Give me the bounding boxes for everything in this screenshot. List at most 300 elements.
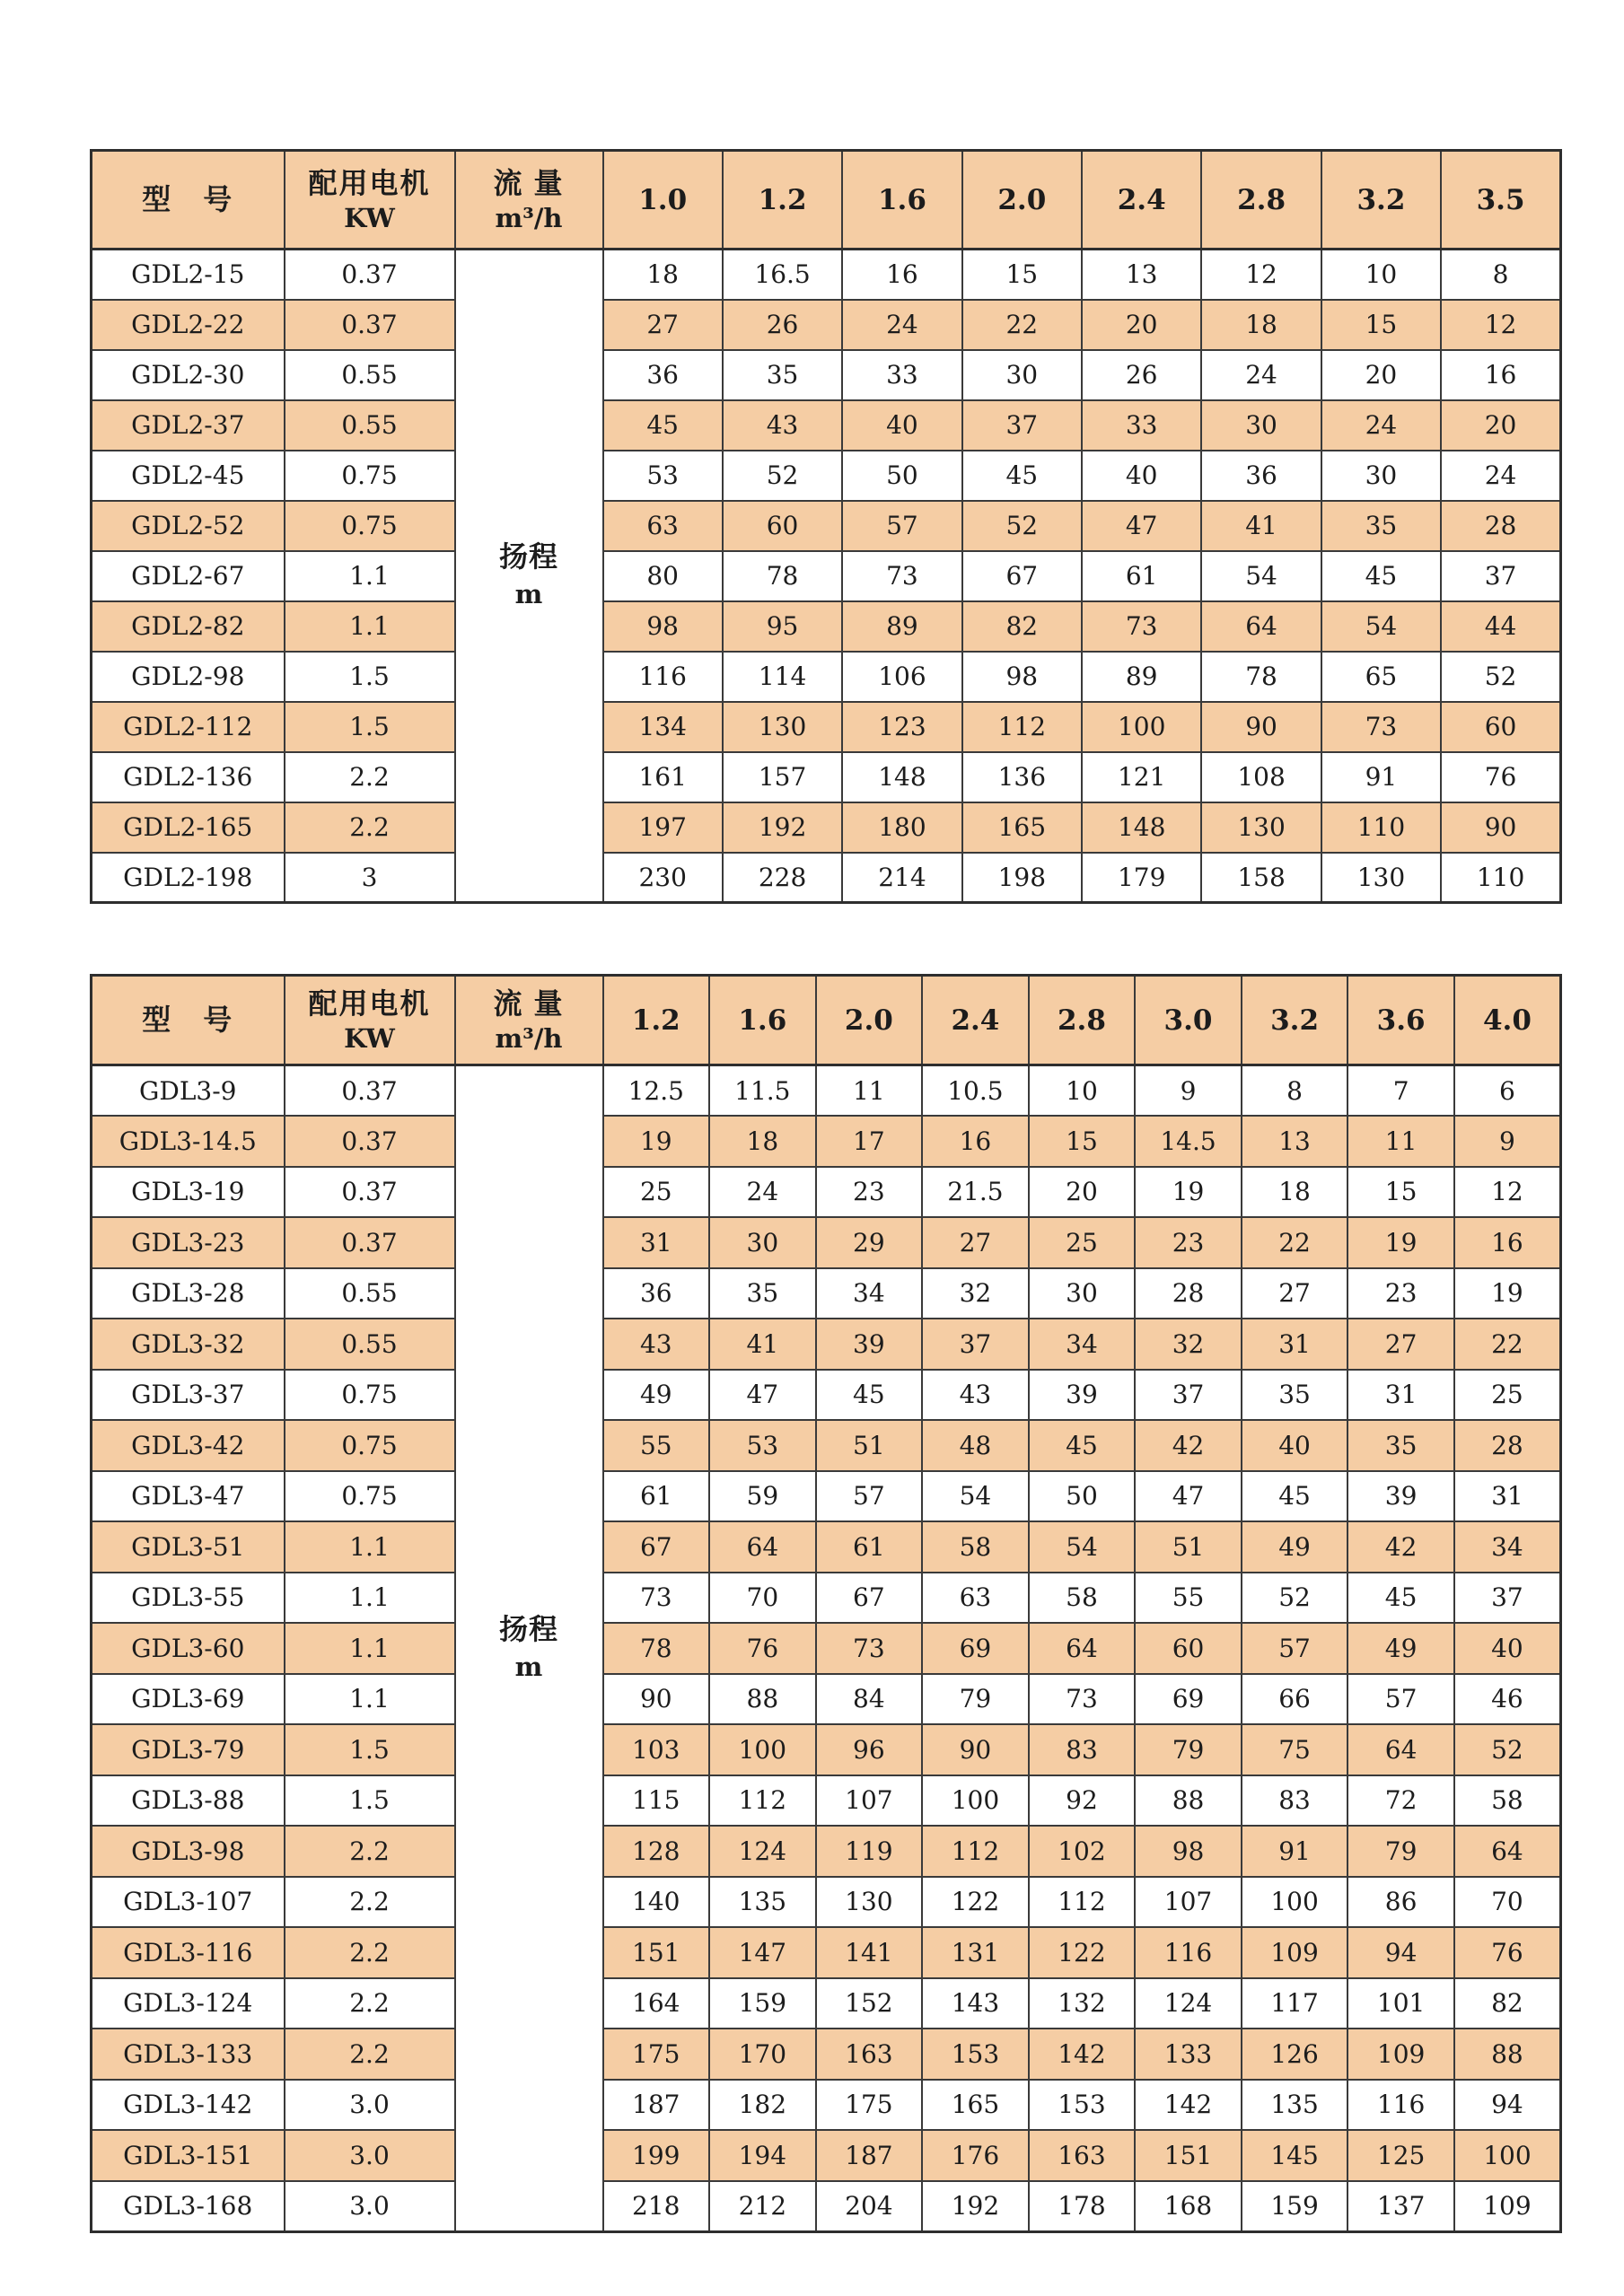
head-value-cell: 88 bbox=[1454, 2029, 1561, 2080]
motor-power-cell: 0.75 bbox=[285, 1471, 455, 1522]
head-value-cell: 116 bbox=[1347, 2080, 1454, 2131]
motor-power-cell: 1.5 bbox=[285, 652, 455, 702]
head-value-cell: 148 bbox=[1082, 802, 1201, 853]
motor-power-cell: 1.5 bbox=[285, 1724, 455, 1775]
head-value-cell: 198 bbox=[962, 853, 1082, 903]
head-value-cell: 31 bbox=[1454, 1471, 1561, 1522]
model-cell: GDL2-15 bbox=[92, 250, 285, 300]
motor-power-cell: 2.2 bbox=[285, 752, 455, 802]
head-value-cell: 65 bbox=[1321, 652, 1441, 702]
head-value-cell: 25 bbox=[1029, 1217, 1136, 1268]
head-value-cell: 52 bbox=[1441, 652, 1560, 702]
head-value-cell: 39 bbox=[1029, 1370, 1136, 1421]
head-value-cell: 45 bbox=[603, 400, 723, 451]
table-row bbox=[92, 451, 1561, 501]
head-value-cell: 22 bbox=[1242, 1217, 1348, 1268]
head-value-cell: 73 bbox=[603, 1573, 710, 1624]
head-value-cell: 100 bbox=[922, 1775, 1029, 1827]
head-value-cell: 30 bbox=[962, 350, 1082, 400]
head-value-cell: 13 bbox=[1082, 250, 1201, 300]
head-value-cell: 112 bbox=[709, 1775, 816, 1827]
model-cell: GDL2-112 bbox=[92, 702, 285, 752]
head-value-cell: 130 bbox=[816, 1877, 923, 1928]
motor-power-cell: 0.75 bbox=[285, 451, 455, 501]
head-value-cell: 83 bbox=[1242, 1775, 1348, 1827]
flow-value-header-3.5: 3.5 bbox=[1441, 151, 1560, 250]
head-value-cell: 58 bbox=[1029, 1573, 1136, 1624]
head-value-cell: 61 bbox=[816, 1521, 923, 1573]
head-value-cell: 11 bbox=[816, 1065, 923, 1117]
table-body bbox=[92, 1065, 1561, 2232]
head-value-cell: 46 bbox=[1454, 1674, 1561, 1725]
table-row bbox=[92, 2080, 1561, 2131]
head-value-cell: 17 bbox=[816, 1116, 923, 1167]
head-value-cell: 53 bbox=[603, 451, 723, 501]
head-value-cell: 37 bbox=[922, 1319, 1029, 1370]
motor-header-line1: 配用电机 bbox=[308, 166, 431, 199]
table-row bbox=[92, 1065, 1561, 1117]
head-value-cell: 50 bbox=[842, 451, 961, 501]
table-row bbox=[92, 1724, 1561, 1775]
head-value-cell: 40 bbox=[1454, 1623, 1561, 1674]
table-row bbox=[92, 601, 1561, 652]
head-value-cell: 8 bbox=[1441, 250, 1560, 300]
head-value-cell: 94 bbox=[1347, 1927, 1454, 1978]
model-cell: GDL2-22 bbox=[92, 300, 285, 350]
head-value-cell: 101 bbox=[1347, 1978, 1454, 2029]
head-value-cell: 47 bbox=[709, 1370, 816, 1421]
head-value-cell: 165 bbox=[922, 2080, 1029, 2131]
motor-column-header bbox=[285, 151, 455, 250]
flow-value-header-3.0: 3.0 bbox=[1135, 976, 1242, 1065]
head-value-cell: 49 bbox=[603, 1370, 710, 1421]
motor-power-cell: 2.2 bbox=[285, 1877, 455, 1928]
model-cell: GDL3-9 bbox=[92, 1065, 285, 1117]
head-value-cell: 30 bbox=[1201, 400, 1321, 451]
table-row bbox=[92, 1319, 1561, 1370]
head-value-cell: 24 bbox=[1201, 350, 1321, 400]
head-value-cell: 109 bbox=[1347, 2029, 1454, 2080]
head-value-cell: 45 bbox=[1242, 1471, 1348, 1522]
head-value-cell: 39 bbox=[1347, 1471, 1454, 1522]
motor-power-cell: 0.37 bbox=[285, 1116, 455, 1167]
head-value-cell: 23 bbox=[816, 1167, 923, 1218]
model-column-header bbox=[92, 151, 285, 250]
motor-power-cell: 2.2 bbox=[285, 1978, 455, 2029]
head-value-cell: 125 bbox=[1347, 2130, 1454, 2181]
head-value-cell: 114 bbox=[723, 652, 842, 702]
head-value-cell: 131 bbox=[922, 1927, 1029, 1978]
table-row bbox=[92, 1573, 1561, 1624]
head-value-cell: 119 bbox=[816, 1826, 923, 1877]
head-value-cell: 218 bbox=[603, 2181, 710, 2232]
table-row bbox=[92, 501, 1561, 551]
head-value-cell: 117 bbox=[1242, 1978, 1348, 2029]
head-value-cell: 90 bbox=[1201, 702, 1321, 752]
head-value-cell: 180 bbox=[842, 802, 961, 853]
head-value-cell: 28 bbox=[1454, 1420, 1561, 1471]
head-value-cell: 197 bbox=[603, 802, 723, 853]
model-cell: GDL2-37 bbox=[92, 400, 285, 451]
motor-power-cell: 2.2 bbox=[285, 1826, 455, 1877]
head-value-cell: 64 bbox=[709, 1521, 816, 1573]
head-value-cell: 7 bbox=[1347, 1065, 1454, 1117]
head-value-cell: 78 bbox=[723, 551, 842, 601]
motor-power-cell: 0.55 bbox=[285, 350, 455, 400]
head-value-cell: 230 bbox=[603, 853, 723, 903]
model-cell: GDL3-98 bbox=[92, 1826, 285, 1877]
motor-header-line2: KW bbox=[344, 203, 395, 234]
head-value-cell: 67 bbox=[962, 551, 1082, 601]
head-value-cell: 90 bbox=[922, 1724, 1029, 1775]
table-header bbox=[92, 976, 1561, 1065]
pump-spec-table-gdl3 bbox=[90, 974, 1562, 2233]
model-cell: GDL3-116 bbox=[92, 1927, 285, 1978]
head-label: 扬程 bbox=[498, 540, 558, 574]
head-value-cell: 121 bbox=[1082, 752, 1201, 802]
model-cell: GDL3-51 bbox=[92, 1521, 285, 1573]
head-value-cell: 122 bbox=[922, 1877, 1029, 1928]
head-value-cell: 82 bbox=[962, 601, 1082, 652]
head-value-cell: 96 bbox=[816, 1724, 923, 1775]
head-value-cell: 102 bbox=[1029, 1826, 1136, 1877]
head-value-cell: 67 bbox=[603, 1521, 710, 1573]
head-value-cell: 20 bbox=[1441, 400, 1560, 451]
head-value-cell: 61 bbox=[1082, 551, 1201, 601]
head-value-cell: 33 bbox=[842, 350, 961, 400]
head-value-cell: 140 bbox=[603, 1877, 710, 1928]
model-cell: GDL3-37 bbox=[92, 1370, 285, 1421]
head-value-cell: 79 bbox=[1347, 1826, 1454, 1877]
table-row bbox=[92, 1877, 1561, 1928]
table-row bbox=[92, 702, 1561, 752]
head-value-cell: 63 bbox=[603, 501, 723, 551]
head-value-cell: 158 bbox=[1201, 853, 1321, 903]
table-row bbox=[92, 1927, 1561, 1978]
head-value-cell: 48 bbox=[922, 1420, 1029, 1471]
head-value-cell: 123 bbox=[842, 702, 961, 752]
head-value-cell: 175 bbox=[603, 2029, 710, 2080]
head-value-cell: 10 bbox=[1029, 1065, 1136, 1117]
model-cell: GDL3-133 bbox=[92, 2029, 285, 2080]
head-value-cell: 70 bbox=[709, 1573, 816, 1624]
table-row bbox=[92, 1775, 1561, 1827]
head-value-cell: 52 bbox=[1242, 1573, 1348, 1624]
head-value-cell: 76 bbox=[709, 1623, 816, 1674]
model-cell: GDL3-60 bbox=[92, 1623, 285, 1674]
head-value-cell: 27 bbox=[603, 300, 723, 350]
head-value-cell: 109 bbox=[1454, 2181, 1561, 2232]
head-value-cell: 26 bbox=[723, 300, 842, 350]
head-value-cell: 12 bbox=[1454, 1167, 1561, 1218]
flow-header-line2: m³/h bbox=[495, 1023, 563, 1055]
table-header bbox=[92, 151, 1561, 250]
head-value-cell: 122 bbox=[1029, 1927, 1136, 1978]
head-value-cell: 51 bbox=[1135, 1521, 1242, 1573]
head-value-cell: 41 bbox=[709, 1319, 816, 1370]
header-row bbox=[92, 976, 1561, 1065]
head-value-cell: 49 bbox=[1242, 1521, 1348, 1573]
head-value-cell: 179 bbox=[1082, 853, 1201, 903]
table-row bbox=[92, 250, 1561, 300]
head-value-cell: 44 bbox=[1441, 601, 1560, 652]
head-value-cell: 34 bbox=[816, 1268, 923, 1319]
head-value-cell: 16.5 bbox=[723, 250, 842, 300]
head-value-cell: 95 bbox=[723, 601, 842, 652]
table-row bbox=[92, 1521, 1561, 1573]
head-value-cell: 61 bbox=[603, 1471, 710, 1522]
head-value-cell: 91 bbox=[1321, 752, 1441, 802]
head-value-cell: 12 bbox=[1441, 300, 1560, 350]
head-value-cell: 165 bbox=[962, 802, 1082, 853]
head-unit: m bbox=[514, 579, 543, 609]
head-value-cell: 64 bbox=[1347, 1724, 1454, 1775]
table-row bbox=[92, 350, 1561, 400]
model-cell: GDL3-142 bbox=[92, 2080, 285, 2131]
head-value-cell: 115 bbox=[603, 1775, 710, 1827]
model-cell: GDL3-28 bbox=[92, 1268, 285, 1319]
head-value-cell: 43 bbox=[723, 400, 842, 451]
head-value-cell: 11.5 bbox=[709, 1065, 816, 1117]
head-value-cell: 86 bbox=[1347, 1877, 1454, 1928]
head-value-cell: 57 bbox=[816, 1471, 923, 1522]
head-value-cell: 92 bbox=[1029, 1775, 1136, 1827]
head-value-cell: 109 bbox=[1242, 1927, 1348, 1978]
head-value-cell: 43 bbox=[922, 1370, 1029, 1421]
flow-value-header-2.8: 2.8 bbox=[1029, 976, 1136, 1065]
head-value-cell: 137 bbox=[1347, 2181, 1454, 2232]
head-value-cell: 34 bbox=[1029, 1319, 1136, 1370]
head-value-cell: 55 bbox=[1135, 1573, 1242, 1624]
head-value-cell: 58 bbox=[922, 1521, 1029, 1573]
head-value-cell: 151 bbox=[603, 1927, 710, 1978]
head-value-cell: 59 bbox=[709, 1471, 816, 1522]
head-value-cell: 24 bbox=[709, 1167, 816, 1218]
model-cell: GDL3-79 bbox=[92, 1724, 285, 1775]
flow-value-header-1.6: 1.6 bbox=[842, 151, 961, 250]
head-value-cell: 103 bbox=[603, 1724, 710, 1775]
motor-power-cell: 1.1 bbox=[285, 1674, 455, 1725]
table-row bbox=[92, 853, 1561, 903]
head-value-cell: 36 bbox=[603, 350, 723, 400]
head-value-cell: 67 bbox=[816, 1573, 923, 1624]
model-cell: GDL3-42 bbox=[92, 1420, 285, 1471]
head-value-cell: 20 bbox=[1029, 1167, 1136, 1218]
head-value-cell: 192 bbox=[922, 2181, 1029, 2232]
flow-header-line1: 流 量 bbox=[493, 166, 565, 199]
head-value-cell: 40 bbox=[1082, 451, 1201, 501]
head-value-cell: 57 bbox=[1242, 1623, 1348, 1674]
head-merged-cell bbox=[455, 1065, 603, 2232]
head-value-cell: 98 bbox=[1135, 1826, 1242, 1877]
flow-column-header bbox=[455, 151, 603, 250]
table-row bbox=[92, 1420, 1561, 1471]
flow-value-header-3.6: 3.6 bbox=[1347, 976, 1454, 1065]
head-value-cell: 57 bbox=[842, 501, 961, 551]
flow-value-header-1.2: 1.2 bbox=[723, 151, 842, 250]
model-cell: GDL2-52 bbox=[92, 501, 285, 551]
motor-power-cell: 1.1 bbox=[285, 1573, 455, 1624]
model-cell: GDL3-19 bbox=[92, 1167, 285, 1218]
table-row bbox=[92, 2029, 1561, 2080]
head-value-cell: 40 bbox=[842, 400, 961, 451]
head-value-cell: 15 bbox=[962, 250, 1082, 300]
flow-value-header-2.4: 2.4 bbox=[1082, 151, 1201, 250]
motor-power-cell: 3.0 bbox=[285, 2080, 455, 2131]
head-value-cell: 35 bbox=[709, 1268, 816, 1319]
motor-power-cell: 0.75 bbox=[285, 1370, 455, 1421]
head-value-cell: 73 bbox=[1321, 702, 1441, 752]
head-value-cell: 100 bbox=[709, 1724, 816, 1775]
head-value-cell: 39 bbox=[816, 1319, 923, 1370]
head-value-cell: 45 bbox=[816, 1370, 923, 1421]
head-value-cell: 89 bbox=[1082, 652, 1201, 702]
head-value-cell: 78 bbox=[603, 1623, 710, 1674]
head-value-cell: 75 bbox=[1242, 1724, 1348, 1775]
table-body bbox=[92, 250, 1561, 903]
head-value-cell: 52 bbox=[723, 451, 842, 501]
header-row bbox=[92, 151, 1561, 250]
head-value-cell: 20 bbox=[1082, 300, 1201, 350]
flow-value-header-3.2: 3.2 bbox=[1321, 151, 1441, 250]
head-value-cell: 19 bbox=[1347, 1217, 1454, 1268]
head-value-cell: 19 bbox=[603, 1116, 710, 1167]
head-value-cell: 187 bbox=[816, 2130, 923, 2181]
model-cell: GDL2-165 bbox=[92, 802, 285, 853]
table-row bbox=[92, 652, 1561, 702]
head-value-cell: 23 bbox=[1135, 1217, 1242, 1268]
head-value-cell: 168 bbox=[1135, 2181, 1242, 2232]
head-value-cell: 6 bbox=[1454, 1065, 1561, 1117]
head-value-cell: 79 bbox=[1135, 1724, 1242, 1775]
head-value-cell: 151 bbox=[1135, 2130, 1242, 2181]
motor-power-cell: 1.1 bbox=[285, 1623, 455, 1674]
model-cell: GDL2-45 bbox=[92, 451, 285, 501]
motor-power-cell: 0.55 bbox=[285, 1319, 455, 1370]
flow-value-header-4.0: 4.0 bbox=[1454, 976, 1561, 1065]
head-value-cell: 18 bbox=[709, 1116, 816, 1167]
head-value-cell: 36 bbox=[603, 1268, 710, 1319]
head-value-cell: 37 bbox=[1135, 1370, 1242, 1421]
head-value-cell: 228 bbox=[723, 853, 842, 903]
motor-power-cell: 2.2 bbox=[285, 1927, 455, 1978]
head-value-cell: 8 bbox=[1242, 1065, 1348, 1117]
head-value-cell: 88 bbox=[1135, 1775, 1242, 1827]
head-value-cell: 24 bbox=[1441, 451, 1560, 501]
head-value-cell: 116 bbox=[603, 652, 723, 702]
motor-power-cell: 0.75 bbox=[285, 501, 455, 551]
head-value-cell: 19 bbox=[1135, 1167, 1242, 1218]
head-value-cell: 19 bbox=[1454, 1268, 1561, 1319]
head-value-cell: 199 bbox=[603, 2130, 710, 2181]
head-value-cell: 60 bbox=[1441, 702, 1560, 752]
head-value-cell: 34 bbox=[1454, 1521, 1561, 1573]
head-value-cell: 30 bbox=[1321, 451, 1441, 501]
head-value-cell: 50 bbox=[1029, 1471, 1136, 1522]
head-value-cell: 58 bbox=[1454, 1775, 1561, 1827]
motor-header-line2: KW bbox=[344, 1023, 395, 1055]
head-value-cell: 30 bbox=[1029, 1268, 1136, 1319]
head-value-cell: 33 bbox=[1082, 400, 1201, 451]
head-value-cell: 147 bbox=[709, 1927, 816, 1978]
head-value-cell: 24 bbox=[842, 300, 961, 350]
head-value-cell: 82 bbox=[1454, 1978, 1561, 2029]
flow-header-line1: 流 量 bbox=[493, 986, 565, 1020]
head-value-cell: 76 bbox=[1454, 1927, 1561, 1978]
head-value-cell: 80 bbox=[603, 551, 723, 601]
head-value-cell: 12 bbox=[1201, 250, 1321, 300]
table-row bbox=[92, 300, 1561, 350]
head-value-cell: 16 bbox=[1454, 1217, 1561, 1268]
head-value-cell: 148 bbox=[842, 752, 961, 802]
head-value-cell: 27 bbox=[922, 1217, 1029, 1268]
head-value-cell: 126 bbox=[1242, 2029, 1348, 2080]
head-label: 扬程 bbox=[498, 1613, 558, 1646]
head-value-cell: 24 bbox=[1321, 400, 1441, 451]
head-value-cell: 47 bbox=[1135, 1471, 1242, 1522]
head-value-cell: 108 bbox=[1201, 752, 1321, 802]
head-value-cell: 194 bbox=[709, 2130, 816, 2181]
head-value-cell: 214 bbox=[842, 853, 961, 903]
model-cell: GDL3-32 bbox=[92, 1319, 285, 1370]
head-value-cell: 53 bbox=[709, 1420, 816, 1471]
head-value-cell: 64 bbox=[1201, 601, 1321, 652]
head-value-cell: 54 bbox=[922, 1471, 1029, 1522]
head-value-cell: 27 bbox=[1347, 1319, 1454, 1370]
head-value-cell: 29 bbox=[816, 1217, 923, 1268]
head-value-cell: 163 bbox=[1029, 2130, 1136, 2181]
head-value-cell: 143 bbox=[922, 1978, 1029, 2029]
head-value-cell: 124 bbox=[1135, 1978, 1242, 2029]
model-cell: GDL3-168 bbox=[92, 2181, 285, 2232]
table-row bbox=[92, 2130, 1561, 2181]
head-value-cell: 42 bbox=[1347, 1521, 1454, 1573]
motor-power-cell: 1.5 bbox=[285, 1775, 455, 1827]
head-value-cell: 15 bbox=[1347, 1167, 1454, 1218]
head-value-cell: 178 bbox=[1029, 2181, 1136, 2232]
head-value-cell: 175 bbox=[816, 2080, 923, 2131]
head-value-cell: 9 bbox=[1135, 1065, 1242, 1117]
head-value-cell: 159 bbox=[709, 1978, 816, 2029]
motor-power-cell: 1.1 bbox=[285, 1521, 455, 1573]
motor-power-cell: 0.37 bbox=[285, 300, 455, 350]
head-value-cell: 22 bbox=[1454, 1319, 1561, 1370]
head-value-cell: 45 bbox=[962, 451, 1082, 501]
flow-value-header-2.4: 2.4 bbox=[922, 976, 1029, 1065]
head-value-cell: 73 bbox=[816, 1623, 923, 1674]
head-value-cell: 110 bbox=[1441, 853, 1560, 903]
head-merged-cell bbox=[455, 250, 603, 903]
head-value-cell: 52 bbox=[1454, 1724, 1561, 1775]
head-value-cell: 170 bbox=[709, 2029, 816, 2080]
head-value-cell: 153 bbox=[1029, 2080, 1136, 2131]
motor-power-cell: 0.37 bbox=[285, 1167, 455, 1218]
head-value-cell: 31 bbox=[603, 1217, 710, 1268]
head-value-cell: 45 bbox=[1029, 1420, 1136, 1471]
flow-value-header-2.0: 2.0 bbox=[816, 976, 923, 1065]
motor-column-header bbox=[285, 976, 455, 1065]
motor-power-cell: 1.1 bbox=[285, 551, 455, 601]
head-value-cell: 84 bbox=[816, 1674, 923, 1725]
head-value-cell: 45 bbox=[1347, 1573, 1454, 1624]
head-value-cell: 16 bbox=[922, 1116, 1029, 1167]
head-value-cell: 9 bbox=[1454, 1116, 1561, 1167]
motor-power-cell: 1.1 bbox=[285, 601, 455, 652]
head-value-cell: 79 bbox=[922, 1674, 1029, 1725]
head-value-cell: 25 bbox=[1454, 1370, 1561, 1421]
model-cell: GDL3-23 bbox=[92, 1217, 285, 1268]
head-value-cell: 112 bbox=[962, 702, 1082, 752]
